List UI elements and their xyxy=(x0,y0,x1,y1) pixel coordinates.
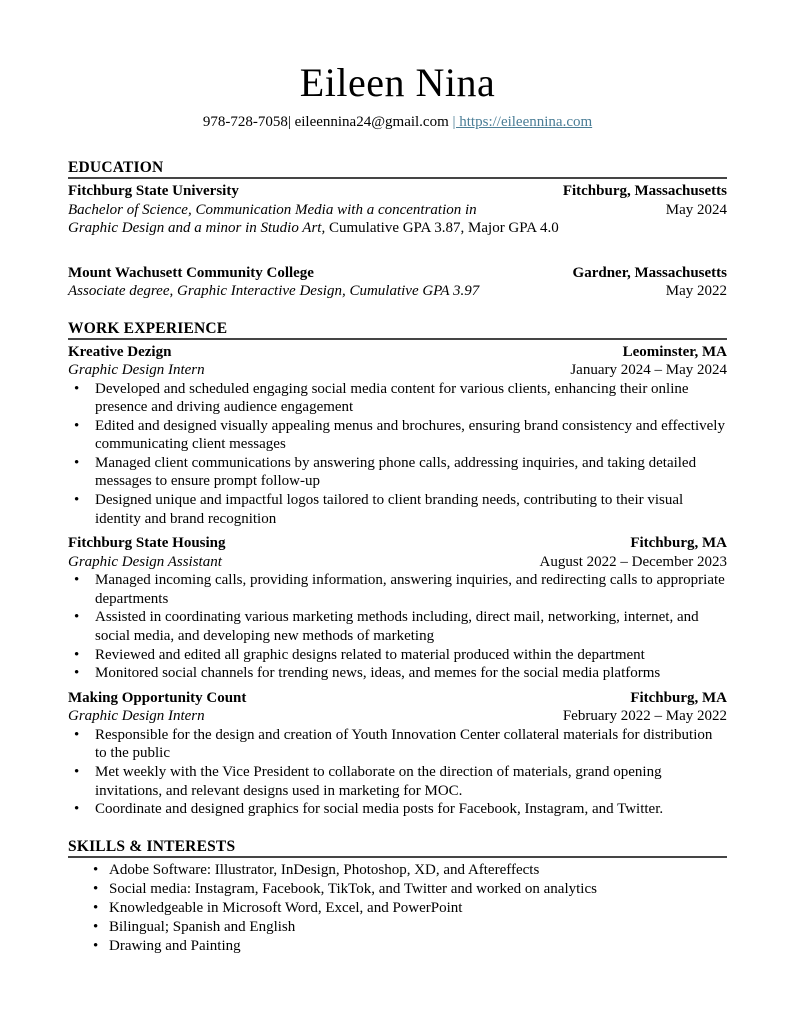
school-location: Fitchburg, Massachusetts xyxy=(562,183,727,199)
job-title: Graphic Design Intern xyxy=(68,362,205,378)
education-degree-row xyxy=(68,282,727,301)
school-location: Gardner, Massachusetts xyxy=(572,264,727,281)
job-dates: August 2022 – December 2023 xyxy=(539,553,727,570)
job-subtitle-row xyxy=(68,707,727,726)
resume-name: Eileen Nina xyxy=(299,60,496,105)
email-text: eileennina24@gmail.com xyxy=(294,114,449,130)
education-entry xyxy=(68,182,727,238)
company-location: Fitchburg, MA xyxy=(630,535,727,552)
education-heading: EDUCATION xyxy=(68,159,727,179)
job-bullet-list xyxy=(68,380,727,529)
job-entry xyxy=(68,534,727,683)
work-experience-heading: WORK EXPERIENCE xyxy=(68,320,727,340)
skills-section xyxy=(68,838,727,956)
skills-heading: SKILLS & INTERESTS xyxy=(68,838,727,858)
education-entry xyxy=(68,264,727,301)
bullet-item: • Assisted in coordinating various marketing methods including, direct mail, networking, internet, and social media, and developing new methods of marketing xyxy=(95,608,727,645)
phone-text: 978-728-7058| xyxy=(202,114,291,130)
website-link[interactable]: | https://eileennina.com xyxy=(452,114,593,130)
bullet-item: • Responsible for the design and creation of Youth Innovation Center collateral materials for distribution to the public xyxy=(95,726,727,763)
graduation-date: May 2022 xyxy=(665,283,727,299)
company-name: Making Opportunity Count xyxy=(68,689,247,706)
education-entry-title-row xyxy=(68,182,727,201)
job-entry xyxy=(68,689,727,819)
bullet-item: • Managed incoming calls, providing information, answering inquiries, and redirecting calls to appropriate departments xyxy=(95,571,727,608)
bullet-item: • Developed and scheduled engaging social media content for various clients, enhancing their online presence and driving audience engagement xyxy=(95,380,727,417)
company-name: Fitchburg State Housing xyxy=(68,535,226,552)
bullet-item: • Edited and designed visually appealing menus and brochures, ensuring brand consistency and effectively communicating client messages xyxy=(95,417,727,454)
education-section xyxy=(68,159,727,301)
gpa-text: Cumulative GPA 3.87, Major GPA 4.0 xyxy=(325,220,559,236)
education-entry-title-row xyxy=(68,264,727,283)
education-degree-line2 xyxy=(68,219,727,238)
job-subtitle-row xyxy=(68,361,727,380)
job-entry xyxy=(68,343,727,529)
job-title-row xyxy=(68,534,727,553)
degree-text: Bachelor of Science, Communication Media with a concentration in xyxy=(68,201,477,218)
skill-item: • Adobe Software: Illustrator, InDesign, Photoshop, XD, and Aftereffects xyxy=(109,861,727,880)
company-location: Fitchburg, MA xyxy=(630,689,727,706)
bullet-item: • Reviewed and edited all graphic designs related to material produced within the department xyxy=(95,646,727,665)
job-dates: February 2022 – May 2022 xyxy=(562,708,727,725)
degree-text-continued: Graphic Design and a minor in Studio Art, xyxy=(68,220,326,236)
company-name: Kreative Dezign xyxy=(68,343,172,360)
skills-list xyxy=(68,861,727,956)
bullet-item: • Managed client communications by answering phone calls, addressing inquiries, and taking detailed messages to ensure prompt follow-up xyxy=(95,454,727,491)
school-name: Fitchburg State University xyxy=(68,183,239,199)
graduation-date: May 2024 xyxy=(665,201,727,218)
skill-item: • Knowledgeable in Microsoft Word, Excel, and PowerPoint xyxy=(109,899,727,918)
skill-item: • Drawing and Painting xyxy=(109,937,727,956)
contact-line xyxy=(68,113,727,132)
education-degree-row xyxy=(68,201,727,220)
job-title: Graphic Design Intern xyxy=(68,708,205,725)
job-title: Graphic Design Assistant xyxy=(68,553,222,570)
degree-text: Associate degree, Graphic Interactive Design, Cumulative GPA 3.97 xyxy=(68,283,480,299)
skill-item: • Social media: Instagram, Facebook, TikTok, and Twitter and worked on analytics xyxy=(109,880,727,899)
skill-item: • Bilingual; Spanish and English xyxy=(109,918,727,937)
bullet-item: • Designed unique and impactful logos tailored to client branding needs, contributing to their visual identity and brand recognition xyxy=(95,491,727,528)
job-dates: January 2024 – May 2024 xyxy=(570,362,727,378)
bullet-item: • Coordinate and designed graphics for social media posts for Facebook, Instagram, and Twitter. xyxy=(95,800,727,819)
company-location: Leominster, MA xyxy=(622,343,727,360)
job-subtitle-row xyxy=(68,553,727,572)
work-experience-section xyxy=(68,320,727,819)
job-bullet-list xyxy=(68,726,727,819)
job-bullet-list xyxy=(68,571,727,683)
job-title-row xyxy=(68,689,727,708)
job-title-row xyxy=(68,343,727,362)
school-name: Mount Wachusett Community College xyxy=(68,264,314,281)
bullet-item: • Monitored social channels for trending news, ideas, and memes for the social media platforms xyxy=(95,664,727,683)
bullet-item: • Met weekly with the Vice President to collaborate on the direction of materials, grand opening invitations, and relevant designs used in marketing for MOC. xyxy=(95,763,727,800)
